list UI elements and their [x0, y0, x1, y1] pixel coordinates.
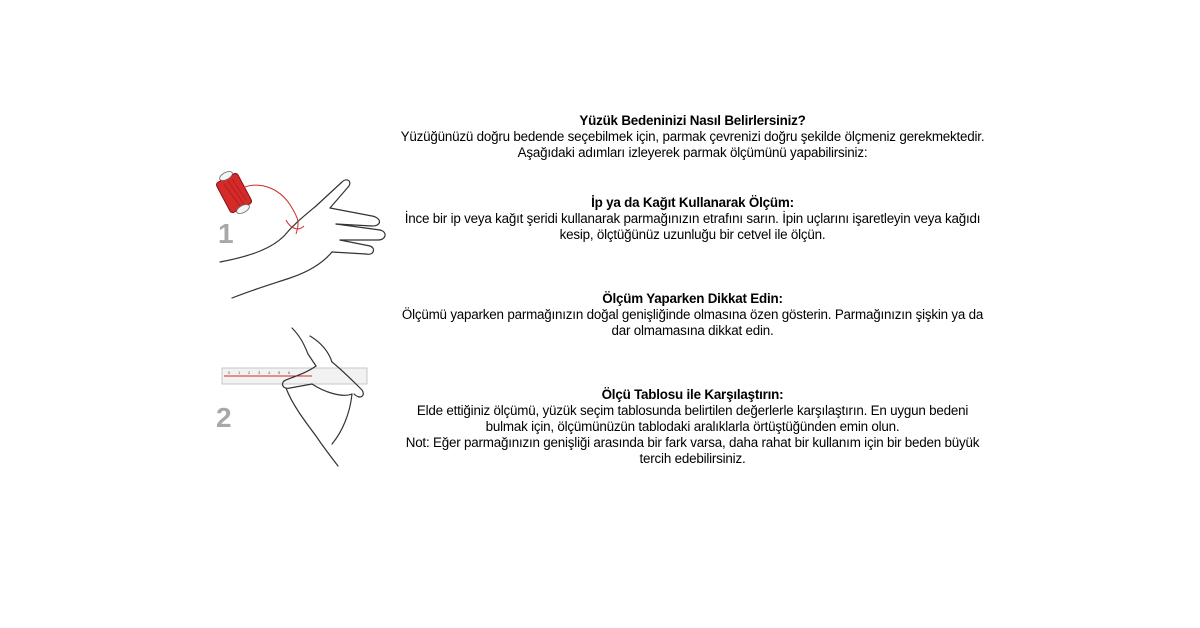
- ruler-icon: [222, 368, 367, 384]
- step3-title: Ölçü Tablosu ile Karşılaştırın:: [601, 387, 784, 402]
- step1-line-1: İnce bir ip veya kağıt şeridi kullanarak parmağınızın etrafını sarın. İpin uçlarını işaretleyin veya kağıdı: [404, 211, 981, 226]
- step3-section: [380, 387, 1005, 467]
- step3-note-line-2: tercih edebilirsiniz.: [639, 451, 746, 466]
- step2-line-2: dar olmamasına dikkat edin.: [611, 323, 774, 338]
- thread-spool-icon: [215, 170, 252, 216]
- step1-section: [380, 195, 1005, 243]
- step2-line-1: Ölçümü yaparken parmağınızın doğal genişliğinde olmasına özen gösterin. Parmağınızın şişkin ya da: [401, 307, 984, 322]
- step1-title: İp ya da Kağıt Kullanarak Ölçüm:: [591, 195, 794, 210]
- thread-measure-illustration: [212, 160, 387, 300]
- ruler-tick-label: 3: [258, 370, 261, 375]
- step1-line-2: kesip, ölçtüğünüz uzunluğu bir cetvel ile ölçün.: [559, 227, 826, 242]
- intro-line-1: Yüzüğünüzü doğru bedende seçebilmek için, parmak çevrenizi doğru şekilde ölçmeniz gerekmektedir.: [400, 129, 985, 144]
- red-thread: [242, 185, 298, 234]
- ruler-tick-label: 6: [288, 370, 291, 375]
- step-number-2: 2: [216, 402, 232, 433]
- step2-section: [380, 291, 1005, 339]
- ruler-tick-label: 1: [238, 370, 241, 375]
- ring-size-guide: [380, 113, 1005, 467]
- step2-title: Ölçüm Yaparken Dikkat Edin:: [602, 291, 783, 306]
- guide-title: Yüzük Bedeninizi Nasıl Belirlersiniz?: [579, 113, 806, 128]
- ruler-tick-label: 2: [248, 370, 251, 375]
- ruler-tick-label: 5: [278, 370, 281, 375]
- ruler-measure-illustration: [212, 320, 382, 470]
- step3-line-2: bulmak için, ölçümünüzün tablodaki aralıklarla örtüştüğünden emin olun.: [485, 419, 900, 434]
- ruler-tick-label: 4: [268, 370, 271, 375]
- hand-outline: [283, 328, 364, 466]
- step-number-1: 1: [218, 218, 234, 249]
- intro-line-2: Aşağıdaki adımları izleyerek parmak ölçümünü yapabilirsiniz:: [517, 145, 868, 160]
- intro-section: [380, 113, 1005, 161]
- step3-line-1: Elde ettiğiniz ölçümü, yüzük seçim tablosunda belirtilen değerlerle karşılaştırın. En uygun bedeni: [416, 403, 969, 418]
- ruler-tick-label: 0: [228, 370, 231, 375]
- step3-note-line-1: Not: Eğer parmağınızın genişliği arasında bir fark varsa, daha rahat bir kullanım için bir beden büyük: [405, 435, 980, 450]
